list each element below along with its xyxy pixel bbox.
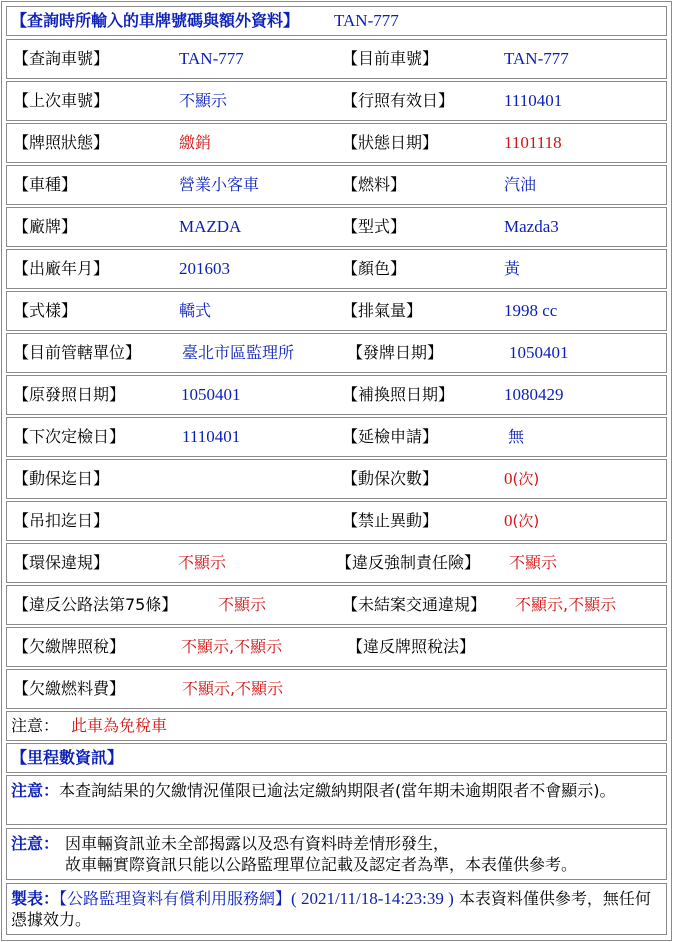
value-fuel: 汽油 <box>504 175 537 194</box>
value-vehicle-type: 營業小客車 <box>179 175 260 194</box>
value-body-style: 轎式 <box>179 301 212 320</box>
value-model: Mazda3 <box>504 217 559 236</box>
label-environmental-violation: 【環保違規】 <box>13 553 110 572</box>
label-query-plate: 【查詢車號】 <box>13 49 110 68</box>
value-movable-security-count: 0(次) <box>504 469 540 488</box>
arrears-note-text: 本查詢結果的欠繳情況僅限已逾法定繳納期限者(當年期未逾期限者不會顯示)。 <box>59 781 616 800</box>
row-movable-security <box>6 459 667 499</box>
disclaimer-line-2: 故車輛實際資訊只能以公路監理單位記載及認定者為準，本表僅供參考。 <box>65 855 578 874</box>
footer-label: 製表： <box>11 889 60 908</box>
row-vehicle-type <box>6 165 667 205</box>
label-unpaid-fuel-fee: 【欠繳燃料費】 <box>13 679 126 698</box>
label-insurance-violation: 【違反強制責任險】 <box>336 553 481 572</box>
unit-times: (次) <box>512 470 540 488</box>
value-jurisdiction: 臺北市區監理所 <box>182 343 295 362</box>
label-brand: 【廠牌】 <box>13 217 78 236</box>
row-manufacture-date <box>6 249 667 289</box>
header-label: 【查詢時所輸入的車牌號碼與額外資料】 <box>11 11 300 30</box>
row-suspension <box>6 501 667 541</box>
label-body-style: 【式樣】 <box>13 301 78 320</box>
row-original-issue-date <box>6 375 667 415</box>
label-jurisdiction: 【目前管轄單位】 <box>13 343 142 362</box>
label-displacement: 【排氣量】 <box>342 301 423 320</box>
value-plate-status: 繳銷 <box>179 133 212 152</box>
label-license-valid-date: 【行照有效日】 <box>342 91 455 110</box>
label-transfer-ban: 【禁止異動】 <box>342 511 439 530</box>
tax-exempt-note <box>6 711 667 741</box>
footer <box>6 883 667 935</box>
row-next-inspection <box>6 417 667 457</box>
value-unpaid-license-tax: 不顯示,不顯示 <box>181 637 283 656</box>
value-status-date: 1101118 <box>504 133 562 152</box>
label-pending-traffic-violation: 【未結案交通違規】 <box>342 595 487 614</box>
label-original-issue-date: 【原發照日期】 <box>13 385 126 404</box>
value-brand: MAZDA <box>179 217 242 236</box>
value-inspection-extension: 無 <box>508 427 525 446</box>
header-plate: TAN-777 <box>334 11 399 30</box>
value-license-valid-date: 1110401 <box>504 91 563 110</box>
label-movable-security-count: 【動保次數】 <box>342 469 439 488</box>
service-link[interactable]: 【公路監理資料有償利用服務網】 <box>59 889 292 908</box>
value-next-inspection: 1110401 <box>182 427 241 446</box>
disclaimer-line-1: 因車輛資訊並未全部揭露以及恐有資料時差情形發生， <box>65 834 450 853</box>
label-inspection-extension: 【延檢申請】 <box>342 427 439 446</box>
label-issue-date: 【發牌日期】 <box>347 343 444 362</box>
value-insurance-violation: 不顯示 <box>509 553 558 572</box>
generated-timestamp: ( 2021/11/18-14:23:39 ) <box>291 889 454 908</box>
value-environmental-violation: 不顯示 <box>178 553 227 572</box>
footer-content <box>11 888 661 930</box>
value-pending-traffic-violation: 不顯示,不顯示 <box>515 595 617 614</box>
label-unpaid-license-tax: 【欠繳牌照稅】 <box>13 637 126 656</box>
value-current-plate: TAN-777 <box>504 49 569 68</box>
value-transfer-ban: 0(次) <box>504 511 540 530</box>
label-current-plate: 【目前車號】 <box>342 49 439 68</box>
row-environmental-violation <box>6 543 667 583</box>
value-original-issue-date: 1050401 <box>181 385 241 404</box>
label-color: 【顏色】 <box>342 259 407 278</box>
row-plate-query <box>6 39 667 79</box>
row-jurisdiction <box>6 333 667 373</box>
row-previous-plate <box>6 81 667 121</box>
value-manufacture-date: 201603 <box>179 259 230 278</box>
label-status-date: 【狀態日期】 <box>342 133 439 152</box>
label-vehicle-type: 【車種】 <box>13 175 78 194</box>
label-previous-plate: 【上次車號】 <box>13 91 110 110</box>
value-highway-law-violation: 不顯示 <box>218 595 267 614</box>
value-displacement: 1998 cc <box>504 301 558 320</box>
label-suspension-end: 【吊扣迄日】 <box>13 511 110 530</box>
label-license-tax-violation: 【違反牌照稅法】 <box>347 637 476 656</box>
label-movable-security-end: 【動保迄日】 <box>13 469 110 488</box>
value-color: 黃 <box>504 259 521 278</box>
arrears-note <box>6 775 667 825</box>
value-issue-date: 1050401 <box>509 343 569 362</box>
footer-text: 本表資料僅供參考，無任何憑據效力。 <box>11 889 651 929</box>
note-label: 注意： <box>11 716 60 735</box>
label-manufacture-date: 【出廠年月】 <box>13 259 110 278</box>
label-next-inspection: 【下次定檢日】 <box>13 427 126 446</box>
row-brand <box>6 207 667 247</box>
disclaimer-note <box>6 828 667 880</box>
row-body-style <box>6 291 667 331</box>
mileage-section <box>6 743 667 773</box>
value-reissue-date: 1080429 <box>504 385 564 404</box>
row-fuel-fee <box>6 669 667 709</box>
label-highway-law-violation: 【違反公路法第75條】 <box>13 595 178 614</box>
value-previous-plate: 不顯示 <box>179 91 228 110</box>
label-plate-status: 【牌照狀態】 <box>13 133 110 152</box>
row-highway-law <box>6 585 667 625</box>
label-model: 【型式】 <box>342 217 407 236</box>
label-fuel: 【燃料】 <box>342 175 407 194</box>
row-license-tax <box>6 627 667 667</box>
value-query-plate: TAN-777 <box>179 49 244 68</box>
tax-exempt-text: 此車為免稅車 <box>71 716 168 735</box>
label-reissue-date: 【補換照日期】 <box>342 385 455 404</box>
mileage-heading: 【里程數資訊】 <box>11 748 124 767</box>
arrears-note-content <box>11 780 661 801</box>
value-unpaid-fuel-fee: 不顯示,不顯示 <box>182 679 284 698</box>
header-row <box>6 6 667 36</box>
unit-times: (次) <box>512 512 540 530</box>
note-label: 注意： <box>11 834 60 853</box>
row-plate-status <box>6 123 667 163</box>
note-label: 注意： <box>11 781 60 800</box>
